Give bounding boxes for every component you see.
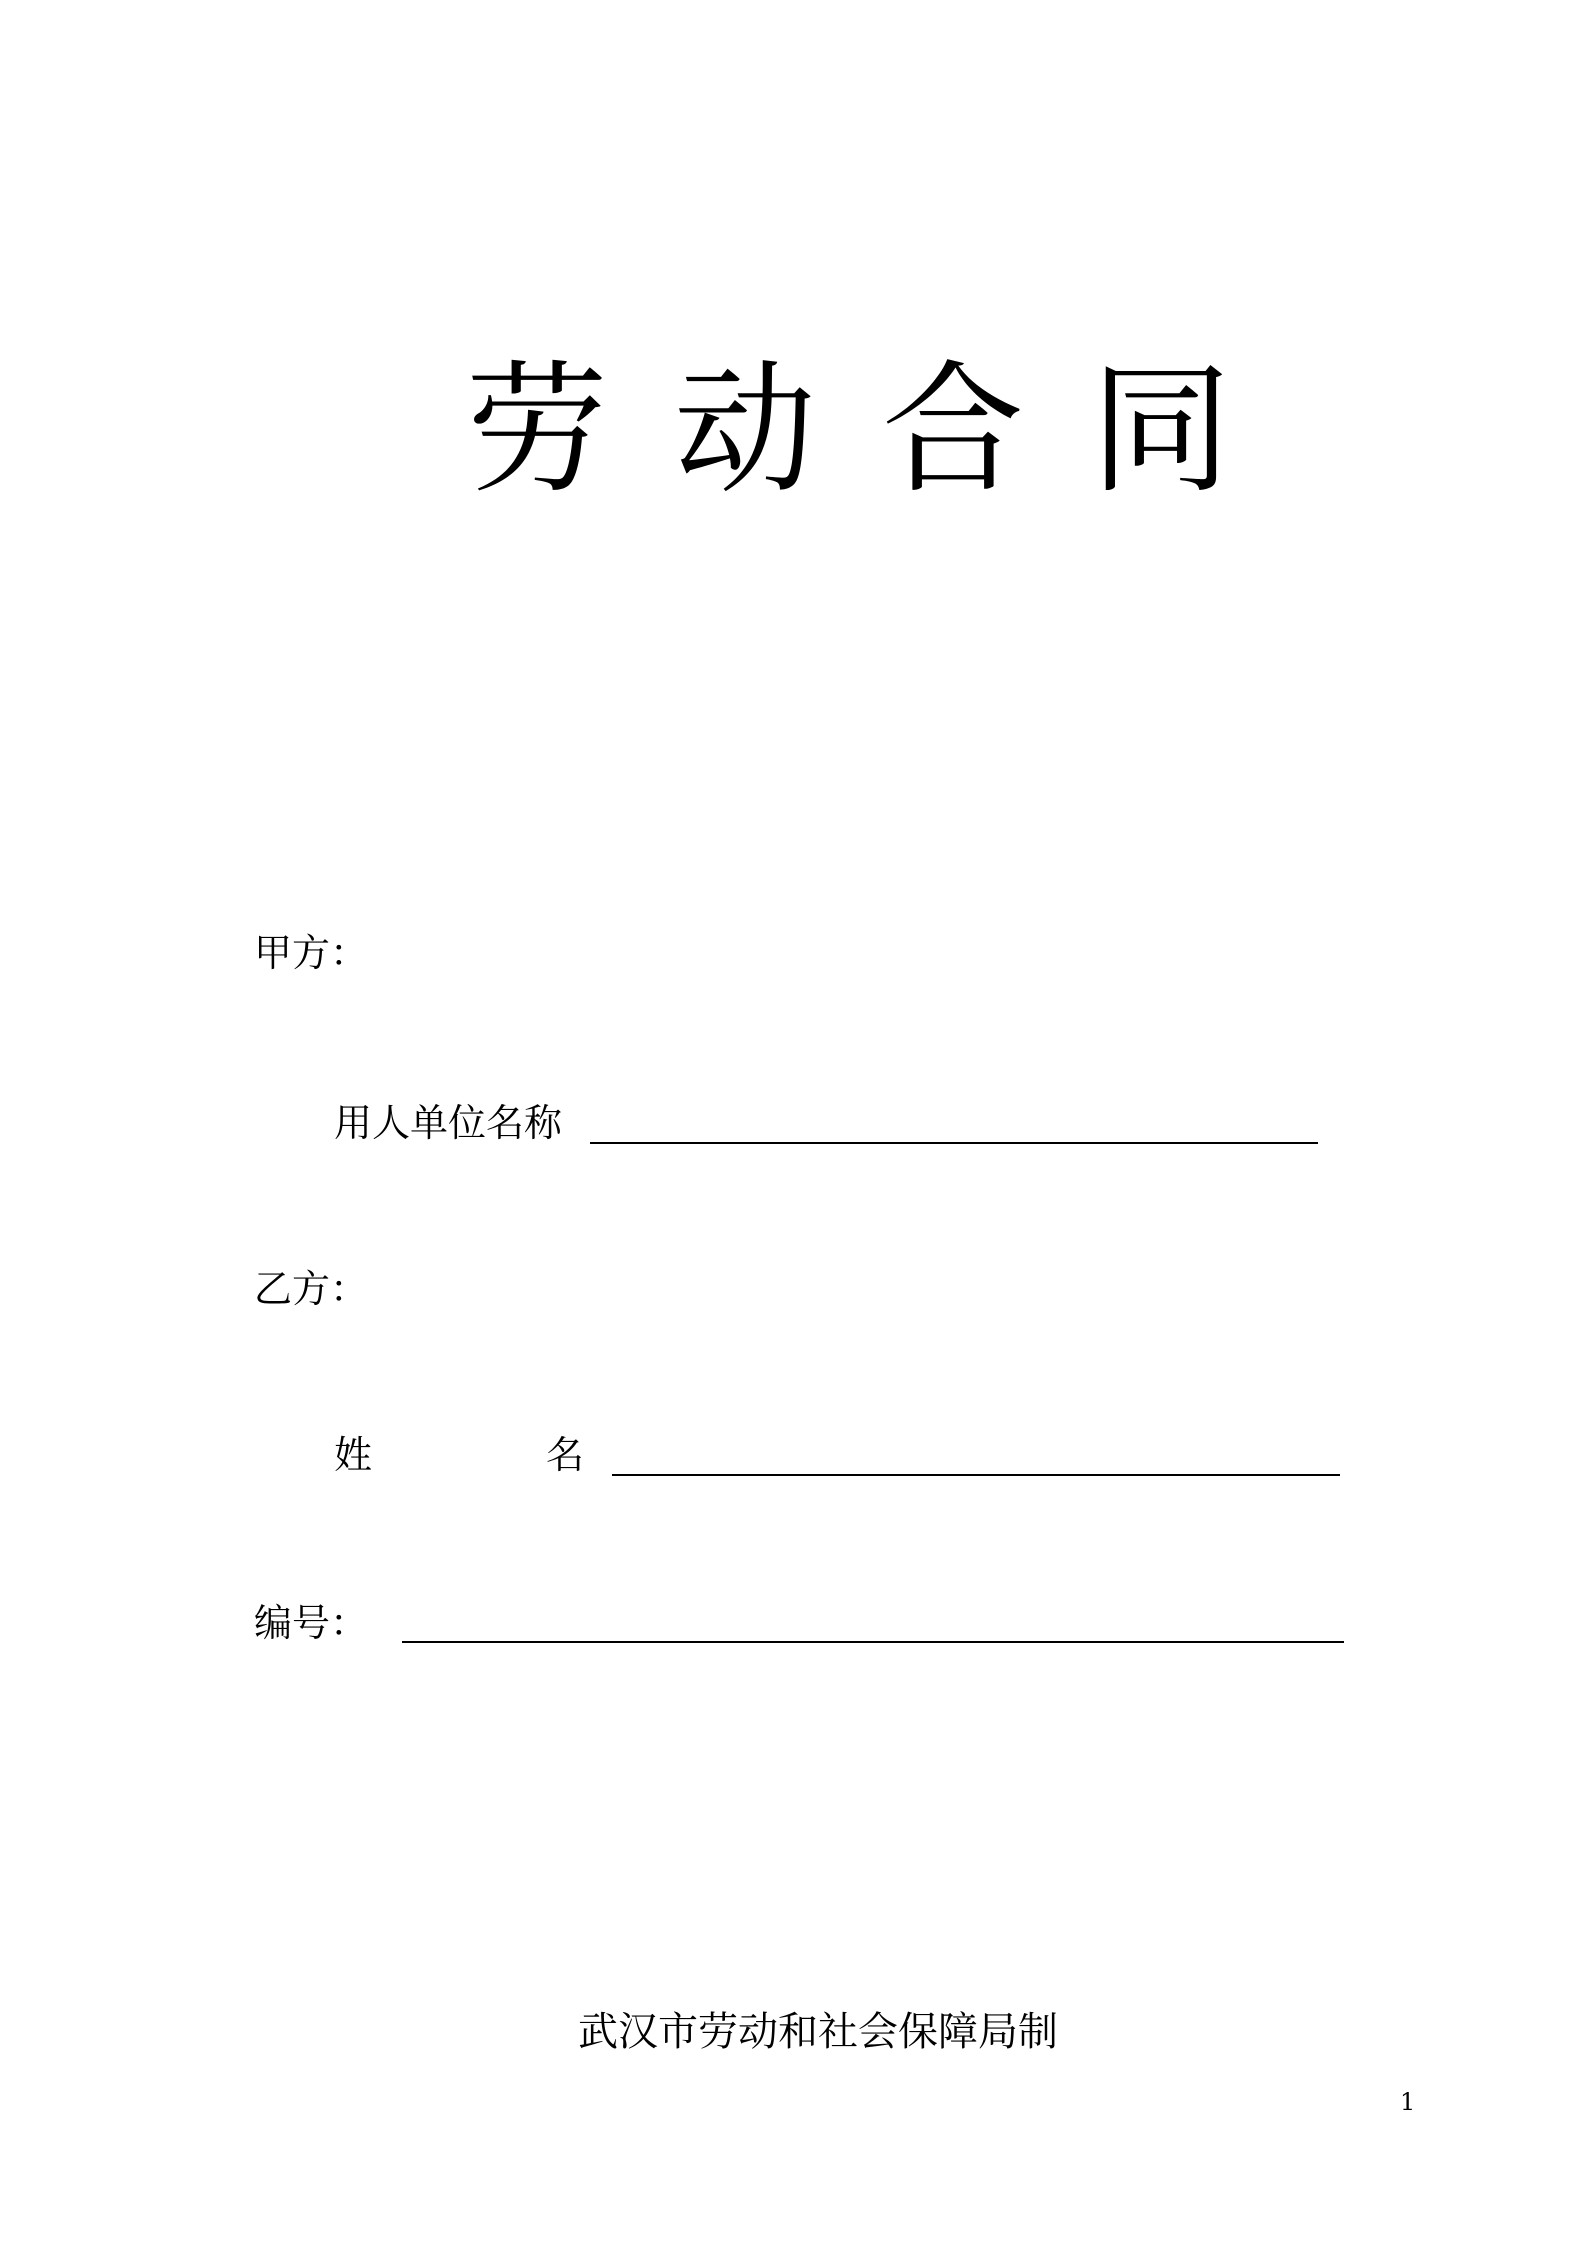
name-label-char-1: 姓 (334, 1433, 373, 1477)
title-char: 合 (882, 348, 1024, 513)
title-char: 劳 (466, 348, 608, 513)
party-a-label: 甲方： (254, 931, 369, 975)
name-label-char-2: 名 (546, 1433, 585, 1477)
document-title (466, 348, 1232, 513)
title-char: 动 (674, 348, 816, 513)
serial-number-blank[interactable] (402, 1641, 1344, 1643)
party-b-label: 乙方： (254, 1267, 369, 1311)
serial-number-label: 编号： (254, 1601, 369, 1645)
issuer-footer: 武汉市劳动和社会保障局制 (578, 2009, 1058, 2055)
employee-name-blank[interactable] (612, 1474, 1340, 1476)
employer-name-label: 用人单位名称 (334, 1101, 563, 1145)
employer-name-blank[interactable] (590, 1142, 1318, 1144)
title-char: 同 (1090, 348, 1232, 513)
page-number: 1 (1400, 2088, 1416, 2116)
employee-name-label (334, 1433, 585, 1477)
